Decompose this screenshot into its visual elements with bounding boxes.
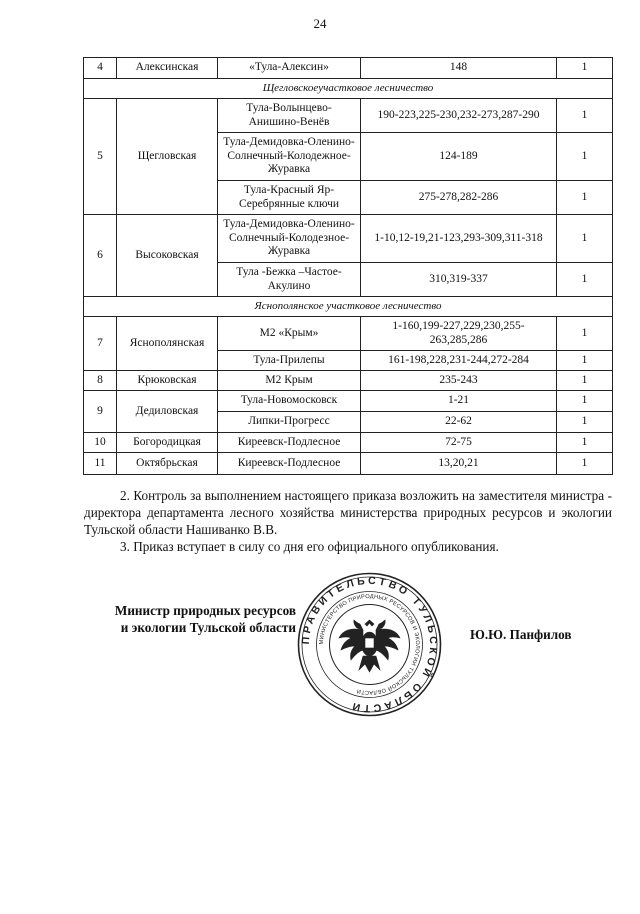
row-number: 5 [84,99,117,215]
count-value: 1 [557,433,613,453]
seal-outer-textpath: ПРАВИТЕЛЬСТВО ТУЛЬСКОЙ ОБЛАСТИ [299,574,440,715]
order-paragraphs [84,487,612,555]
route-name: Липки-Прогресс [218,412,361,433]
route-name: Тула-Волынцево-Анишино-Венёв [218,99,361,133]
section-title-shcheglovskoe: Щегловскоеучастковое лесничество [84,79,613,99]
row-number: 9 [84,391,117,433]
km-range: 124-189 [361,133,557,181]
forest-roads-table [83,57,613,475]
position-line-1: Министр природных ресурсов [114,603,296,618]
km-range: 1-160,199-227,229,230,255-263,285,286 [361,317,557,351]
route-name: Киреевск-Подлесное [218,453,361,475]
forestry-name: Богородицкая [117,433,218,453]
section-title-yasnopolyanskoe: Яснополянское участковое лесничество [84,297,613,317]
section-row [84,79,613,99]
table-row [84,99,613,133]
km-range: 310,319-337 [361,263,557,297]
route-name: Киреевск-Подлесное [218,433,361,453]
count-value: 1 [557,215,613,263]
count-value: 1 [557,351,613,371]
table-row [84,433,613,453]
count-value: 1 [557,263,613,297]
official-seal [297,572,442,717]
signatory-name: Ю.Ю. Панфилов [470,627,572,642]
table-row [84,215,613,263]
forestry-name: Октябрьская [117,453,218,475]
table-row [84,391,613,412]
page-number: 24 [313,16,327,31]
row-number: 6 [84,215,117,297]
row-number: 10 [84,433,117,453]
route-name: «Тула-Алексин» [218,58,361,79]
route-name: Тула-Прилепы [218,351,361,371]
km-range: 22-62 [361,412,557,433]
km-range: 72-75 [361,433,557,453]
table-row [84,371,613,391]
count-value: 1 [557,99,613,133]
count-value: 1 [557,181,613,215]
km-range: 235-243 [361,371,557,391]
section-row [84,297,613,317]
route-name: Тула-Красный Яр-Серебрянные ключи [218,181,361,215]
count-value: 1 [557,58,613,79]
forestry-name: Яснополянская [117,317,218,371]
forestry-name: Алексинская [117,58,218,79]
km-range: 275-278,282-286 [361,181,557,215]
forestry-name: Дедиловская [117,391,218,433]
position-line-2: и экологии Тульской области [120,620,296,635]
km-range: 1-21 [361,391,557,412]
route-name: Тула -Бежка –Частое-Акулино [218,263,361,297]
table-row [84,58,613,79]
row-number: 8 [84,371,117,391]
count-value: 1 [557,391,613,412]
table-row [84,453,613,475]
row-number: 7 [84,317,117,371]
count-value: 1 [557,412,613,433]
km-range: 190-223,225-230,232-273,287-290 [361,99,557,133]
km-range: 148 [361,58,557,79]
route-name: Тула-Демидовка-Оленино-Солнечный-Колодежное-Журавка [218,133,361,181]
route-name: М2 «Крым» [218,317,361,351]
row-number: 11 [84,453,117,475]
signatory-position [96,602,296,636]
row-number: 4 [84,58,117,79]
seal-inner-textpath: МИНИСТЕРСТВО ПРИРОДНЫХ РЕСУРСОВ И ЭКОЛОГИИ ТУЛЬСКОЙ ОБЛАСТИ [318,593,421,696]
double-headed-eagle-icon [339,620,400,672]
km-range: 161-198,228,231-244,272-284 [361,351,557,371]
km-range: 13,20,21 [361,453,557,475]
paragraph-control: 2. Контроль за выполнением настоящего приказа возложить на заместителя министра - директора департамента лесного хозяйства министерства природных ресурсов и экологии Тульской области Нашиванко В.В. [84,488,612,537]
count-value: 1 [557,453,613,475]
route-name: Тула-Демидовка-Оленино-Солнечный-Колодезное-Журавка [218,215,361,263]
forestry-name: Крюковская [117,371,218,391]
table-row [84,317,613,351]
km-range: 1-10,12-19,21-123,293-309,311-318 [361,215,557,263]
paragraph-effective-date: 3. Приказ вступает в силу со дня его официального опубликования. [120,539,499,554]
route-name: М2 Крым [218,371,361,391]
count-value: 1 [557,371,613,391]
forestry-name: Щегловская [117,99,218,215]
route-name: Тула-Новомосковск [218,391,361,412]
forestry-name: Высоковская [117,215,218,297]
count-value: 1 [557,133,613,181]
count-value: 1 [557,317,613,351]
